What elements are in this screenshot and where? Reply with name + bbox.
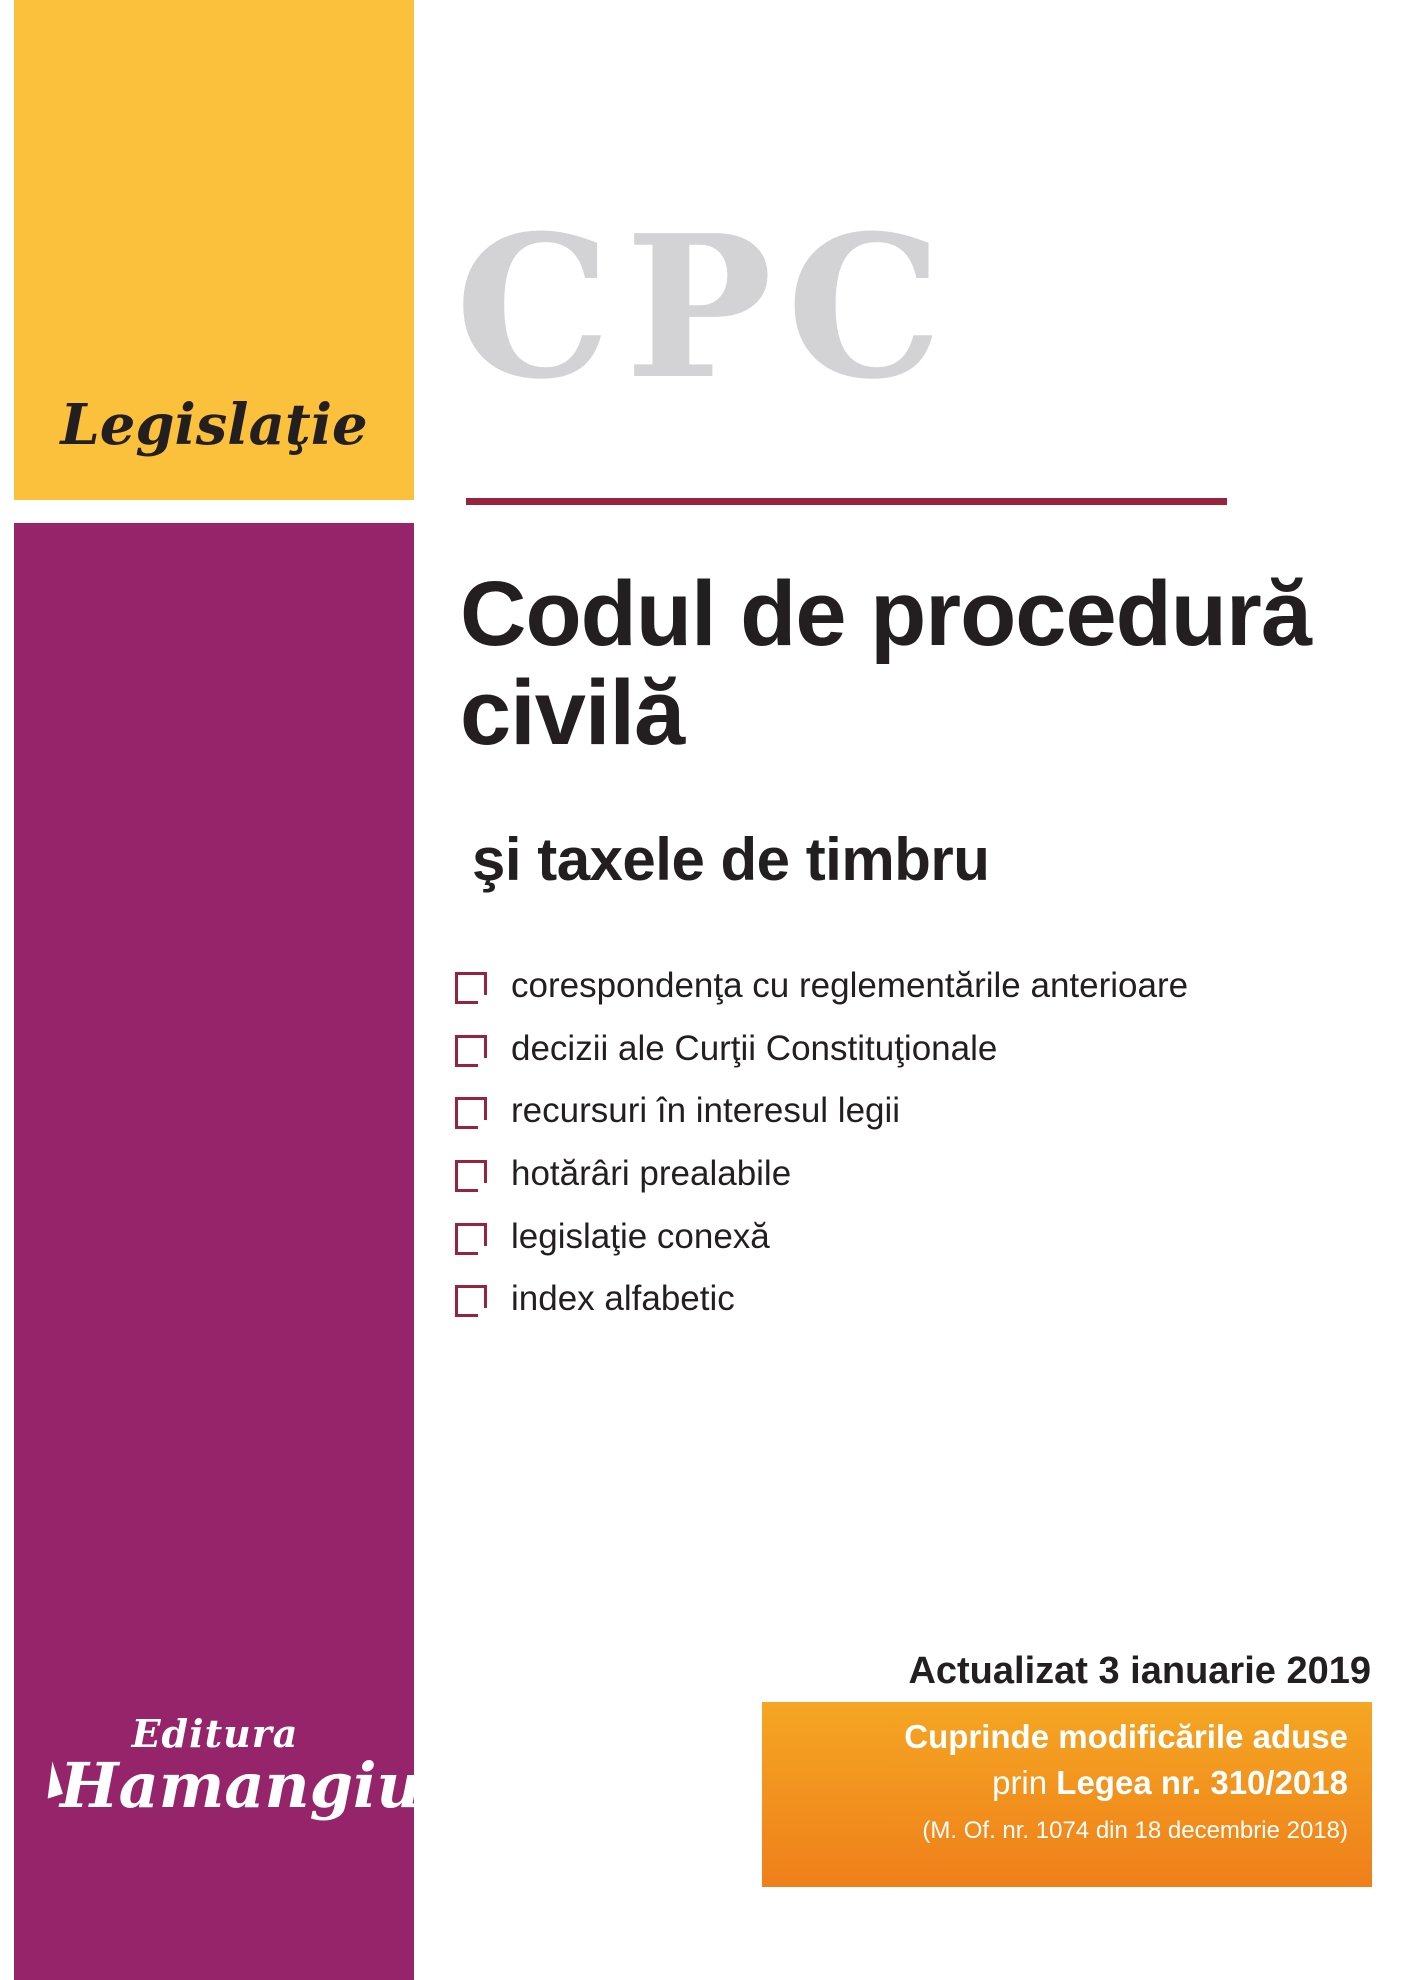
- list-item: [455, 1278, 1255, 1321]
- list-item-label: hotărâri prealabile: [511, 1154, 792, 1194]
- amendment-notice: [762, 1702, 1372, 1887]
- cpc-watermark: CPC: [455, 193, 957, 423]
- list-item: [455, 965, 1255, 1008]
- page-title: Codul de procedură civilă: [460, 563, 1311, 765]
- list-item-label: decizii ale Curţii Constituţionale: [511, 1028, 998, 1068]
- square-bullet-icon: [455, 1160, 487, 1192]
- square-bullet-icon: [455, 1285, 487, 1317]
- update-date: Actualizat 3 ianuarie 2019: [908, 1650, 1371, 1692]
- notice-line-2: [788, 1764, 1348, 1802]
- square-bullet-icon: [455, 1035, 487, 1067]
- list-item: [455, 1216, 1255, 1259]
- list-item-label: index alfabetic: [511, 1279, 735, 1319]
- list-item: [455, 1090, 1255, 1133]
- list-item: [455, 1028, 1255, 1071]
- square-bullet-icon: [455, 1097, 487, 1129]
- publisher-name: Hamangiu: [60, 1749, 422, 1822]
- divider-rule: [466, 498, 1227, 505]
- list-item-label: legislaţie conexă: [511, 1216, 770, 1256]
- publisher-prefix: Editura: [131, 1711, 299, 1756]
- notice-prefix: prin: [992, 1764, 1057, 1801]
- notice-line-1: Cuprinde modificările aduse: [904, 1718, 1348, 1755]
- list-item: [455, 1153, 1255, 1196]
- list-item-label: corespondenţa cu reglementările anterioare: [511, 966, 1189, 1005]
- notice-line-3: (M. Of. nr. 1074 din 18 decembrie 2018): [922, 1817, 1348, 1844]
- square-bullet-icon: [455, 972, 487, 1004]
- feature-list: [455, 965, 1255, 1341]
- page-subtitle: şi taxele de timbru: [472, 826, 990, 893]
- series-label: Legislaţie: [60, 392, 368, 458]
- notice-law: Legea nr. 310/2018: [1056, 1764, 1348, 1801]
- square-bullet-icon: [455, 1223, 487, 1255]
- publisher-name-wrap: [60, 1749, 422, 1822]
- publisher-logo: [60, 1711, 422, 1822]
- list-item-label: recursuri în interesul legii: [511, 1091, 901, 1131]
